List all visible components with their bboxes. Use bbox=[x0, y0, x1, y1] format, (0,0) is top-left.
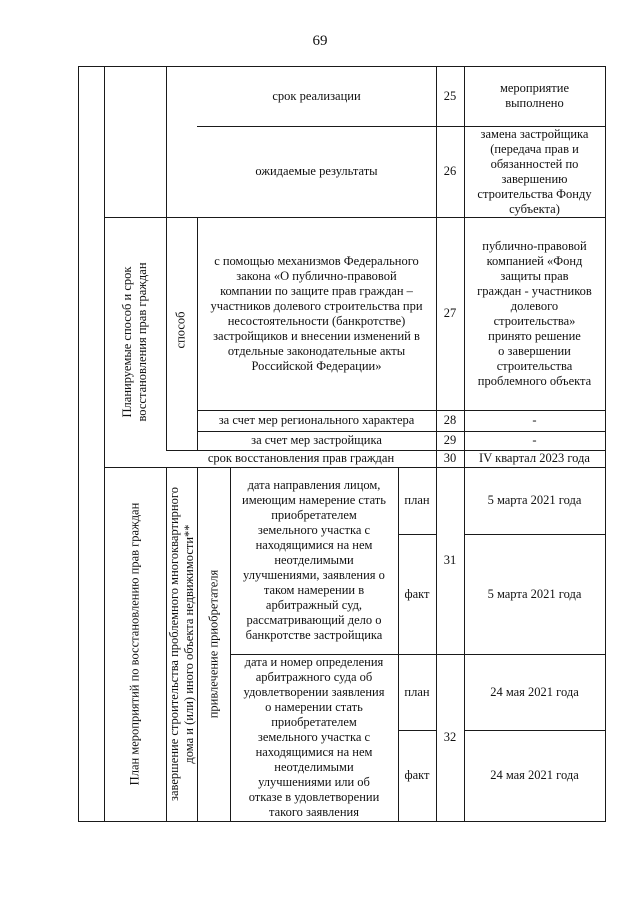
row-30-label: срок восстановления прав граждан bbox=[207, 451, 395, 465]
vertical-method: способ bbox=[173, 311, 188, 349]
step-32-description: дата и номер определения арбитражного суда об удовлетворении заявления о намерении стать приобретателем земельного участка с находящимися на нем неотделимыми улучшениями или об отказе в удовлетворении такого заявления bbox=[243, 655, 385, 819]
vertical-acquirer: привлечение приобретателя bbox=[206, 569, 221, 719]
row-28-number: 28 bbox=[443, 413, 457, 427]
row-26-number: 26 bbox=[443, 164, 457, 178]
page-number: 69 bbox=[312, 33, 328, 49]
step-32-plan-label: план bbox=[404, 684, 430, 699]
step-32-fact-label: факт bbox=[404, 768, 430, 782]
row-25-label: срок реализации bbox=[272, 88, 361, 103]
row-27-number: 27 bbox=[443, 306, 457, 320]
vertical-planned-method: Планируемые способ и срок восстановления прав граждан bbox=[120, 262, 149, 422]
row-25-value: мероприятие выполнено bbox=[499, 81, 570, 110]
step-31-description: дата направления лицом, имеющим намерение стать приобретателем земельного участка с находящимися на нем неотделимыми улучшениями, заявления о таком намерении в арбитражный суд, рассматривающий дело о банкротстве застройщика bbox=[242, 478, 386, 642]
step-32-number: 32 bbox=[443, 730, 457, 744]
row-27-label: с помощью механизмов Федерального закона «О публично-правовой компании по защите прав граждан – участников долевого строительства при несостоятельности (банкротстве) застройщиков и внесении изменений в отдельные законодательные акты Российской Федерации» bbox=[210, 253, 423, 373]
row-28-value: - bbox=[532, 413, 537, 427]
row-26-label: ожидаемые результаты bbox=[255, 164, 378, 178]
row-25-number: 25 bbox=[443, 88, 457, 103]
row-30-value: IV квартал 2023 года bbox=[479, 451, 590, 465]
vertical-action-plan: План мероприятий по восстановлению прав граждан bbox=[127, 502, 142, 786]
step-32-plan-value: 24 мая 2021 года bbox=[490, 684, 579, 699]
row-28-label: за счет мер регионального характера bbox=[218, 413, 415, 427]
row-29-label: за счет мер застройщика bbox=[251, 433, 382, 447]
step-31-fact-label: факт bbox=[404, 586, 430, 601]
row-30-number: 30 bbox=[443, 451, 457, 465]
row-29-value: - bbox=[532, 433, 537, 447]
step-31-number: 31 bbox=[443, 553, 457, 567]
step-31-plan-label: план bbox=[404, 493, 430, 507]
step-31-plan-value: 5 марта 2021 года bbox=[487, 493, 582, 507]
row-29-number: 29 bbox=[443, 433, 457, 447]
row-27-value: публично-правовой компанией «Фонд защиты прав граждан - участников долевого строительства» принято решение о завершении строительства проблемного объекта bbox=[477, 238, 592, 388]
vertical-completion: завершение строительства проблемного многоквартирного дома и (или) иного объекта недвижимости** bbox=[167, 487, 196, 801]
step-31-fact-value: 5 марта 2021 года bbox=[487, 586, 582, 601]
step-32-fact-value: 24 мая 2021 года bbox=[490, 768, 579, 782]
row-26-value: замена застройщика (передача прав и обязанностей по завершению строительства Фонду субъекта) bbox=[477, 126, 592, 216]
